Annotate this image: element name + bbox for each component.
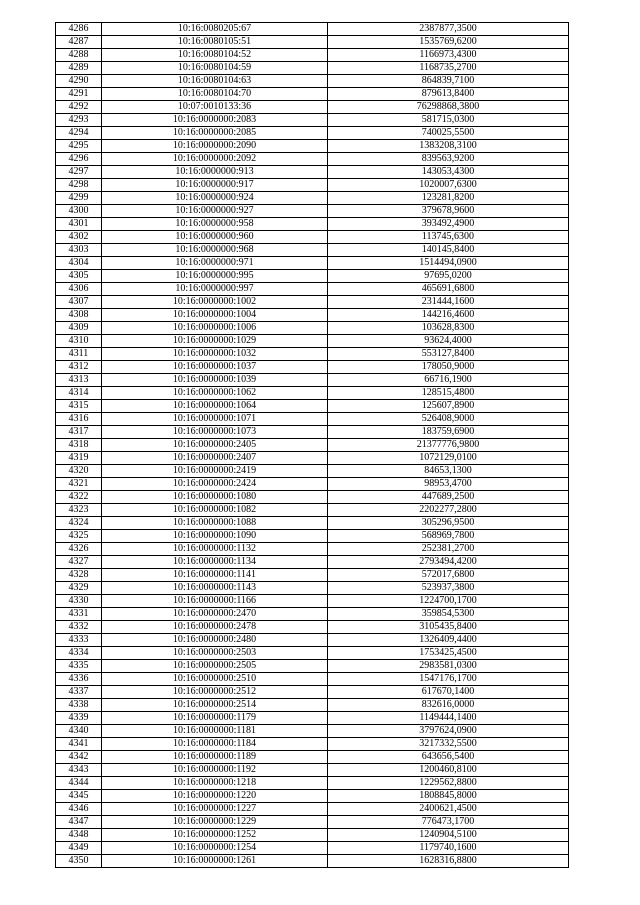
- table-row: [56, 36, 569, 49]
- table-row: [56, 673, 569, 686]
- table-row: [56, 829, 569, 842]
- table-row: [56, 244, 569, 257]
- table-row: [56, 647, 569, 660]
- table-row: [56, 790, 569, 803]
- cadastral-value-cell: 21377776,9800: [328, 439, 569, 452]
- table-row: [56, 842, 569, 855]
- table-row: [56, 400, 569, 413]
- row-number-cell: 4349: [56, 842, 102, 855]
- table-row: [56, 192, 569, 205]
- cadastral-number-cell: 10:16:0000000:1192: [102, 764, 328, 777]
- cadastral-number-cell: 10:16:0000000:1141: [102, 569, 328, 582]
- table-row: [56, 322, 569, 335]
- cadastral-number-cell: 10:16:0000000:971: [102, 257, 328, 270]
- table-row: [56, 634, 569, 647]
- cadastral-value-cell: 305296,9500: [328, 517, 569, 530]
- cadastral-value-cell: 66716,1900: [328, 374, 569, 387]
- table-row: [56, 231, 569, 244]
- table-row: [56, 686, 569, 699]
- table-row: [56, 816, 569, 829]
- table-row: [56, 296, 569, 309]
- row-number-cell: 4326: [56, 543, 102, 556]
- cadastral-number-cell: 10:16:0000000:2510: [102, 673, 328, 686]
- row-number-cell: 4306: [56, 283, 102, 296]
- cadastral-number-cell: 10:16:0080104:63: [102, 75, 328, 88]
- cadastral-value-cell: 1514494,0900: [328, 257, 569, 270]
- table-row: [56, 270, 569, 283]
- row-number-cell: 4318: [56, 439, 102, 452]
- row-number-cell: 4317: [56, 426, 102, 439]
- row-number-cell: 4344: [56, 777, 102, 790]
- cadastral-value-cell: 1383208,3100: [328, 140, 569, 153]
- table-body: [56, 23, 569, 868]
- cadastral-value-cell: 1149444,1400: [328, 712, 569, 725]
- cadastral-number-cell: 10:16:0000000:2407: [102, 452, 328, 465]
- row-number-cell: 4312: [56, 361, 102, 374]
- row-number-cell: 4287: [56, 36, 102, 49]
- table-row: [56, 179, 569, 192]
- row-number-cell: 4300: [56, 205, 102, 218]
- row-number-cell: 4336: [56, 673, 102, 686]
- cadastral-value-cell: 1020007,6300: [328, 179, 569, 192]
- table-row: [56, 426, 569, 439]
- table-row: [56, 738, 569, 751]
- cadastral-value-cell: 1072129,0100: [328, 452, 569, 465]
- cadastral-value-cell: 103628,8300: [328, 322, 569, 335]
- row-number-cell: 4327: [56, 556, 102, 569]
- cadastral-number-cell: 10:16:0000000:917: [102, 179, 328, 192]
- cadastral-number-cell: 10:16:0080104:70: [102, 88, 328, 101]
- row-number-cell: 4297: [56, 166, 102, 179]
- cadastral-number-cell: 10:16:0000000:1082: [102, 504, 328, 517]
- cadastral-number-cell: 10:16:0000000:995: [102, 270, 328, 283]
- cadastral-value-cell: 84653,1300: [328, 465, 569, 478]
- row-number-cell: 4292: [56, 101, 102, 114]
- row-number-cell: 4309: [56, 322, 102, 335]
- cadastral-number-cell: 10:16:0000000:2424: [102, 478, 328, 491]
- cadastral-number-cell: 10:16:0000000:2090: [102, 140, 328, 153]
- cadastral-value-cell: 1166973,4300: [328, 49, 569, 62]
- cadastral-number-cell: 10:16:0000000:1166: [102, 595, 328, 608]
- row-number-cell: 4311: [56, 348, 102, 361]
- row-number-cell: 4302: [56, 231, 102, 244]
- cadastral-number-cell: 10:16:0000000:1181: [102, 725, 328, 738]
- row-number-cell: 4346: [56, 803, 102, 816]
- table-row: [56, 569, 569, 582]
- cadastral-number-cell: 10:16:0000000:958: [102, 218, 328, 231]
- cadastral-number-cell: 10:16:0000000:1218: [102, 777, 328, 790]
- cadastral-number-cell: 10:16:0000000:1002: [102, 296, 328, 309]
- cadastral-value-cell: 1753425,4500: [328, 647, 569, 660]
- table-row: [56, 361, 569, 374]
- row-number-cell: 4323: [56, 504, 102, 517]
- cadastral-value-cell: 617670,1400: [328, 686, 569, 699]
- table-row: [56, 491, 569, 504]
- cadastral-number-cell: 10:16:0000000:2514: [102, 699, 328, 712]
- row-number-cell: 4307: [56, 296, 102, 309]
- cadastral-value-cell: 123281,8200: [328, 192, 569, 205]
- cadastral-number-cell: 10:16:0000000:1004: [102, 309, 328, 322]
- cadastral-value-cell: 3105435,8400: [328, 621, 569, 634]
- cadastral-number-cell: 10:16:0000000:1037: [102, 361, 328, 374]
- cadastral-value-cell: 128515,4800: [328, 387, 569, 400]
- cadastral-number-cell: 10:16:0000000:1039: [102, 374, 328, 387]
- row-number-cell: 4313: [56, 374, 102, 387]
- table-row: [56, 764, 569, 777]
- row-number-cell: 4298: [56, 179, 102, 192]
- cadastral-value-cell: 2400621,4500: [328, 803, 569, 816]
- cadastral-number-cell: 10:16:0000000:2092: [102, 153, 328, 166]
- row-number-cell: 4342: [56, 751, 102, 764]
- table-row: [56, 257, 569, 270]
- cadastral-number-cell: 10:16:0000000:1062: [102, 387, 328, 400]
- table-row: [56, 504, 569, 517]
- cadastral-value-cell: 113745,6300: [328, 231, 569, 244]
- row-number-cell: 4335: [56, 660, 102, 673]
- cadastral-number-cell: 10:16:0000000:1179: [102, 712, 328, 725]
- row-number-cell: 4330: [56, 595, 102, 608]
- table-row: [56, 114, 569, 127]
- table-row: [56, 127, 569, 140]
- cadastral-number-cell: 10:16:0000000:1006: [102, 322, 328, 335]
- cadastral-number-cell: 10:16:0080104:52: [102, 49, 328, 62]
- table-row: [56, 660, 569, 673]
- row-number-cell: 4339: [56, 712, 102, 725]
- cadastral-number-cell: 10:16:0000000:1064: [102, 400, 328, 413]
- cadastral-number-cell: 10:16:0000000:2085: [102, 127, 328, 140]
- cadastral-number-cell: 10:16:0000000:1032: [102, 348, 328, 361]
- cadastral-number-cell: 10:16:0080205:67: [102, 23, 328, 36]
- cadastral-value-cell: 523937,3800: [328, 582, 569, 595]
- table-row: [56, 699, 569, 712]
- cadastral-number-cell: 10:16:0080105:51: [102, 36, 328, 49]
- table-row: [56, 777, 569, 790]
- row-number-cell: 4322: [56, 491, 102, 504]
- cadastral-number-cell: 10:16:0000000:997: [102, 283, 328, 296]
- table-row: [56, 387, 569, 400]
- row-number-cell: 4288: [56, 49, 102, 62]
- cadastral-number-cell: 10:16:0000000:2478: [102, 621, 328, 634]
- row-number-cell: 4331: [56, 608, 102, 621]
- cadastral-value-cell: 553127,8400: [328, 348, 569, 361]
- cadastral-number-cell: 10:16:0000000:1143: [102, 582, 328, 595]
- table-row: [56, 855, 569, 868]
- table-row: [56, 75, 569, 88]
- row-number-cell: 4314: [56, 387, 102, 400]
- table-row: [56, 140, 569, 153]
- cadastral-value-cell: 3797624,0900: [328, 725, 569, 738]
- cadastral-number-cell: 10:16:0000000:960: [102, 231, 328, 244]
- row-number-cell: 4341: [56, 738, 102, 751]
- table-row: [56, 517, 569, 530]
- cadastral-value-cell: 740025,5500: [328, 127, 569, 140]
- cadastral-number-cell: 10:16:0000000:2419: [102, 465, 328, 478]
- row-number-cell: 4290: [56, 75, 102, 88]
- table-row: [56, 608, 569, 621]
- cadastral-number-cell: 10:16:0000000:1189: [102, 751, 328, 764]
- table-row: [56, 543, 569, 556]
- cadastral-value-cell: 776473,1700: [328, 816, 569, 829]
- table-row: [56, 465, 569, 478]
- row-number-cell: 4295: [56, 140, 102, 153]
- table-row: [56, 478, 569, 491]
- row-number-cell: 4289: [56, 62, 102, 75]
- row-number-cell: 4345: [56, 790, 102, 803]
- cadastral-value-cell: 140145,8400: [328, 244, 569, 257]
- row-number-cell: 4340: [56, 725, 102, 738]
- cadastral-value-cell: 359854,5300: [328, 608, 569, 621]
- cadastral-value-cell: 231444,1600: [328, 296, 569, 309]
- row-number-cell: 4337: [56, 686, 102, 699]
- cadastral-value-cell: 178050,9000: [328, 361, 569, 374]
- row-number-cell: 4303: [56, 244, 102, 257]
- cadastral-value-cell: 97695,0200: [328, 270, 569, 283]
- cadastral-number-cell: 10:16:0000000:1073: [102, 426, 328, 439]
- row-number-cell: 4325: [56, 530, 102, 543]
- table-row: [56, 49, 569, 62]
- table-row: [56, 205, 569, 218]
- table-row: [56, 23, 569, 36]
- table-row: [56, 595, 569, 608]
- row-number-cell: 4308: [56, 309, 102, 322]
- table-row: [56, 621, 569, 634]
- cadastral-value-cell: 393492,4900: [328, 218, 569, 231]
- table-row: [56, 803, 569, 816]
- row-number-cell: 4310: [56, 335, 102, 348]
- cadastral-number-cell: 10:16:0000000:1090: [102, 530, 328, 543]
- table-row: [56, 374, 569, 387]
- table-row: [56, 582, 569, 595]
- cadastral-number-cell: 10:16:0000000:2503: [102, 647, 328, 660]
- row-number-cell: 4347: [56, 816, 102, 829]
- cadastral-value-cell: 76298868,3800: [328, 101, 569, 114]
- table-row: [56, 751, 569, 764]
- row-number-cell: 4348: [56, 829, 102, 842]
- cadastral-value-cell: 2793494,4200: [328, 556, 569, 569]
- row-number-cell: 4305: [56, 270, 102, 283]
- table-row: [56, 153, 569, 166]
- cadastral-value-cell: 98953,4700: [328, 478, 569, 491]
- row-number-cell: 4294: [56, 127, 102, 140]
- table-row: [56, 556, 569, 569]
- cadastral-number-cell: 10:16:0000000:927: [102, 205, 328, 218]
- row-number-cell: 4301: [56, 218, 102, 231]
- cadastral-number-cell: 10:16:0000000:913: [102, 166, 328, 179]
- row-number-cell: 4332: [56, 621, 102, 634]
- cadastral-number-cell: 10:16:0000000:1261: [102, 855, 328, 868]
- cadastral-value-cell: 1808845,8000: [328, 790, 569, 803]
- table-row: [56, 218, 569, 231]
- row-number-cell: 4293: [56, 114, 102, 127]
- cadastral-value-cell: 568969,7800: [328, 530, 569, 543]
- cadastral-value-cell: 1547176,1700: [328, 673, 569, 686]
- cadastral-number-cell: 10:16:0000000:1071: [102, 413, 328, 426]
- cadastral-value-cell: 643656,5400: [328, 751, 569, 764]
- table-row: [56, 166, 569, 179]
- table-row: [56, 335, 569, 348]
- cadastral-value-cell: 1224700,1700: [328, 595, 569, 608]
- cadastral-value-cell: 526408,9000: [328, 413, 569, 426]
- table-row: [56, 348, 569, 361]
- cadastral-value-cell: 3217332,5500: [328, 738, 569, 751]
- cadastral-number-cell: 10:16:0000000:1227: [102, 803, 328, 816]
- row-number-cell: 4350: [56, 855, 102, 868]
- cadastral-number-cell: 10:07:0010133:36: [102, 101, 328, 114]
- cadastral-number-cell: 10:16:0000000:2480: [102, 634, 328, 647]
- cadastral-number-cell: 10:16:0000000:1220: [102, 790, 328, 803]
- table-row: [56, 283, 569, 296]
- cadastral-value-cell: 1200460,8100: [328, 764, 569, 777]
- cadastral-value-cell: 1240904,5100: [328, 829, 569, 842]
- cadastral-value-cell: 1326409,4400: [328, 634, 569, 647]
- cadastral-number-cell: 10:16:0000000:2083: [102, 114, 328, 127]
- table-row: [56, 712, 569, 725]
- row-number-cell: 4343: [56, 764, 102, 777]
- table-row: [56, 725, 569, 738]
- cadastral-value-cell: 144216,4600: [328, 309, 569, 322]
- table-row: [56, 101, 569, 114]
- cadastral-value-cell: 2202277,2800: [328, 504, 569, 517]
- cadastral-value-cell: 864839,7100: [328, 75, 569, 88]
- row-number-cell: 4333: [56, 634, 102, 647]
- table-row: [56, 530, 569, 543]
- cadastral-value-cell: 1535769,6200: [328, 36, 569, 49]
- cadastral-value-cell: 93624,4000: [328, 335, 569, 348]
- table-row: [56, 88, 569, 101]
- table-row: [56, 62, 569, 75]
- cadastral-value-cell: 125607,8900: [328, 400, 569, 413]
- cadastral-value-cell: 879613,8400: [328, 88, 569, 101]
- cadastral-number-cell: 10:16:0000000:1029: [102, 335, 328, 348]
- cadastral-number-cell: 10:16:0000000:2470: [102, 608, 328, 621]
- cadastral-value-cell: 2983581,0300: [328, 660, 569, 673]
- cadastral-value-cell: 1628316,8800: [328, 855, 569, 868]
- row-number-cell: 4321: [56, 478, 102, 491]
- cadastral-value-cell: 447689,2500: [328, 491, 569, 504]
- cadastral-number-cell: 10:16:0000000:1254: [102, 842, 328, 855]
- row-number-cell: 4320: [56, 465, 102, 478]
- cadastral-value-cell: 1229562,8800: [328, 777, 569, 790]
- cadastral-value-cell: 1179740,1600: [328, 842, 569, 855]
- row-number-cell: 4324: [56, 517, 102, 530]
- cadastral-value-cell: 1168735,2700: [328, 62, 569, 75]
- cadastral-value-cell: 465691,6800: [328, 283, 569, 296]
- cadastral-number-cell: 10:16:0000000:1088: [102, 517, 328, 530]
- cadastral-value-cell: 183759,6900: [328, 426, 569, 439]
- row-number-cell: 4315: [56, 400, 102, 413]
- cadastral-number-cell: 10:16:0080104:59: [102, 62, 328, 75]
- cadastral-number-cell: 10:16:0000000:2505: [102, 660, 328, 673]
- row-number-cell: 4338: [56, 699, 102, 712]
- table-row: [56, 452, 569, 465]
- cadastral-number-cell: 10:16:0000000:924: [102, 192, 328, 205]
- cadastral-number-cell: 10:16:0000000:1184: [102, 738, 328, 751]
- row-number-cell: 4329: [56, 582, 102, 595]
- table-row: [56, 439, 569, 452]
- cadastral-number-cell: 10:16:0000000:1134: [102, 556, 328, 569]
- cadastral-value-cell: 252381,2700: [328, 543, 569, 556]
- cadastral-number-cell: 10:16:0000000:968: [102, 244, 328, 257]
- cadastral-value-cell: 379678,9600: [328, 205, 569, 218]
- row-number-cell: 4316: [56, 413, 102, 426]
- cadastral-number-cell: 10:16:0000000:1229: [102, 816, 328, 829]
- cadastral-number-cell: 10:16:0000000:2512: [102, 686, 328, 699]
- cadastral-value-cell: 832616,0000: [328, 699, 569, 712]
- row-number-cell: 4291: [56, 88, 102, 101]
- row-number-cell: 4296: [56, 153, 102, 166]
- cadastral-value-cell: 2387877,3500: [328, 23, 569, 36]
- row-number-cell: 4286: [56, 23, 102, 36]
- cadastral-value-cell: 572017,6800: [328, 569, 569, 582]
- row-number-cell: 4304: [56, 257, 102, 270]
- cadastral-value-cell: 143053,4300: [328, 166, 569, 179]
- cadastral-number-cell: 10:16:0000000:1080: [102, 491, 328, 504]
- cadastral-value-table: [55, 22, 569, 868]
- cadastral-number-cell: 10:16:0000000:1132: [102, 543, 328, 556]
- row-number-cell: 4319: [56, 452, 102, 465]
- row-number-cell: 4299: [56, 192, 102, 205]
- cadastral-number-cell: 10:16:0000000:2405: [102, 439, 328, 452]
- table-row: [56, 413, 569, 426]
- row-number-cell: 4328: [56, 569, 102, 582]
- cadastral-value-cell: 839563,9200: [328, 153, 569, 166]
- cadastral-value-cell: 581715,0300: [328, 114, 569, 127]
- table-row: [56, 309, 569, 322]
- cadastral-number-cell: 10:16:0000000:1252: [102, 829, 328, 842]
- row-number-cell: 4334: [56, 647, 102, 660]
